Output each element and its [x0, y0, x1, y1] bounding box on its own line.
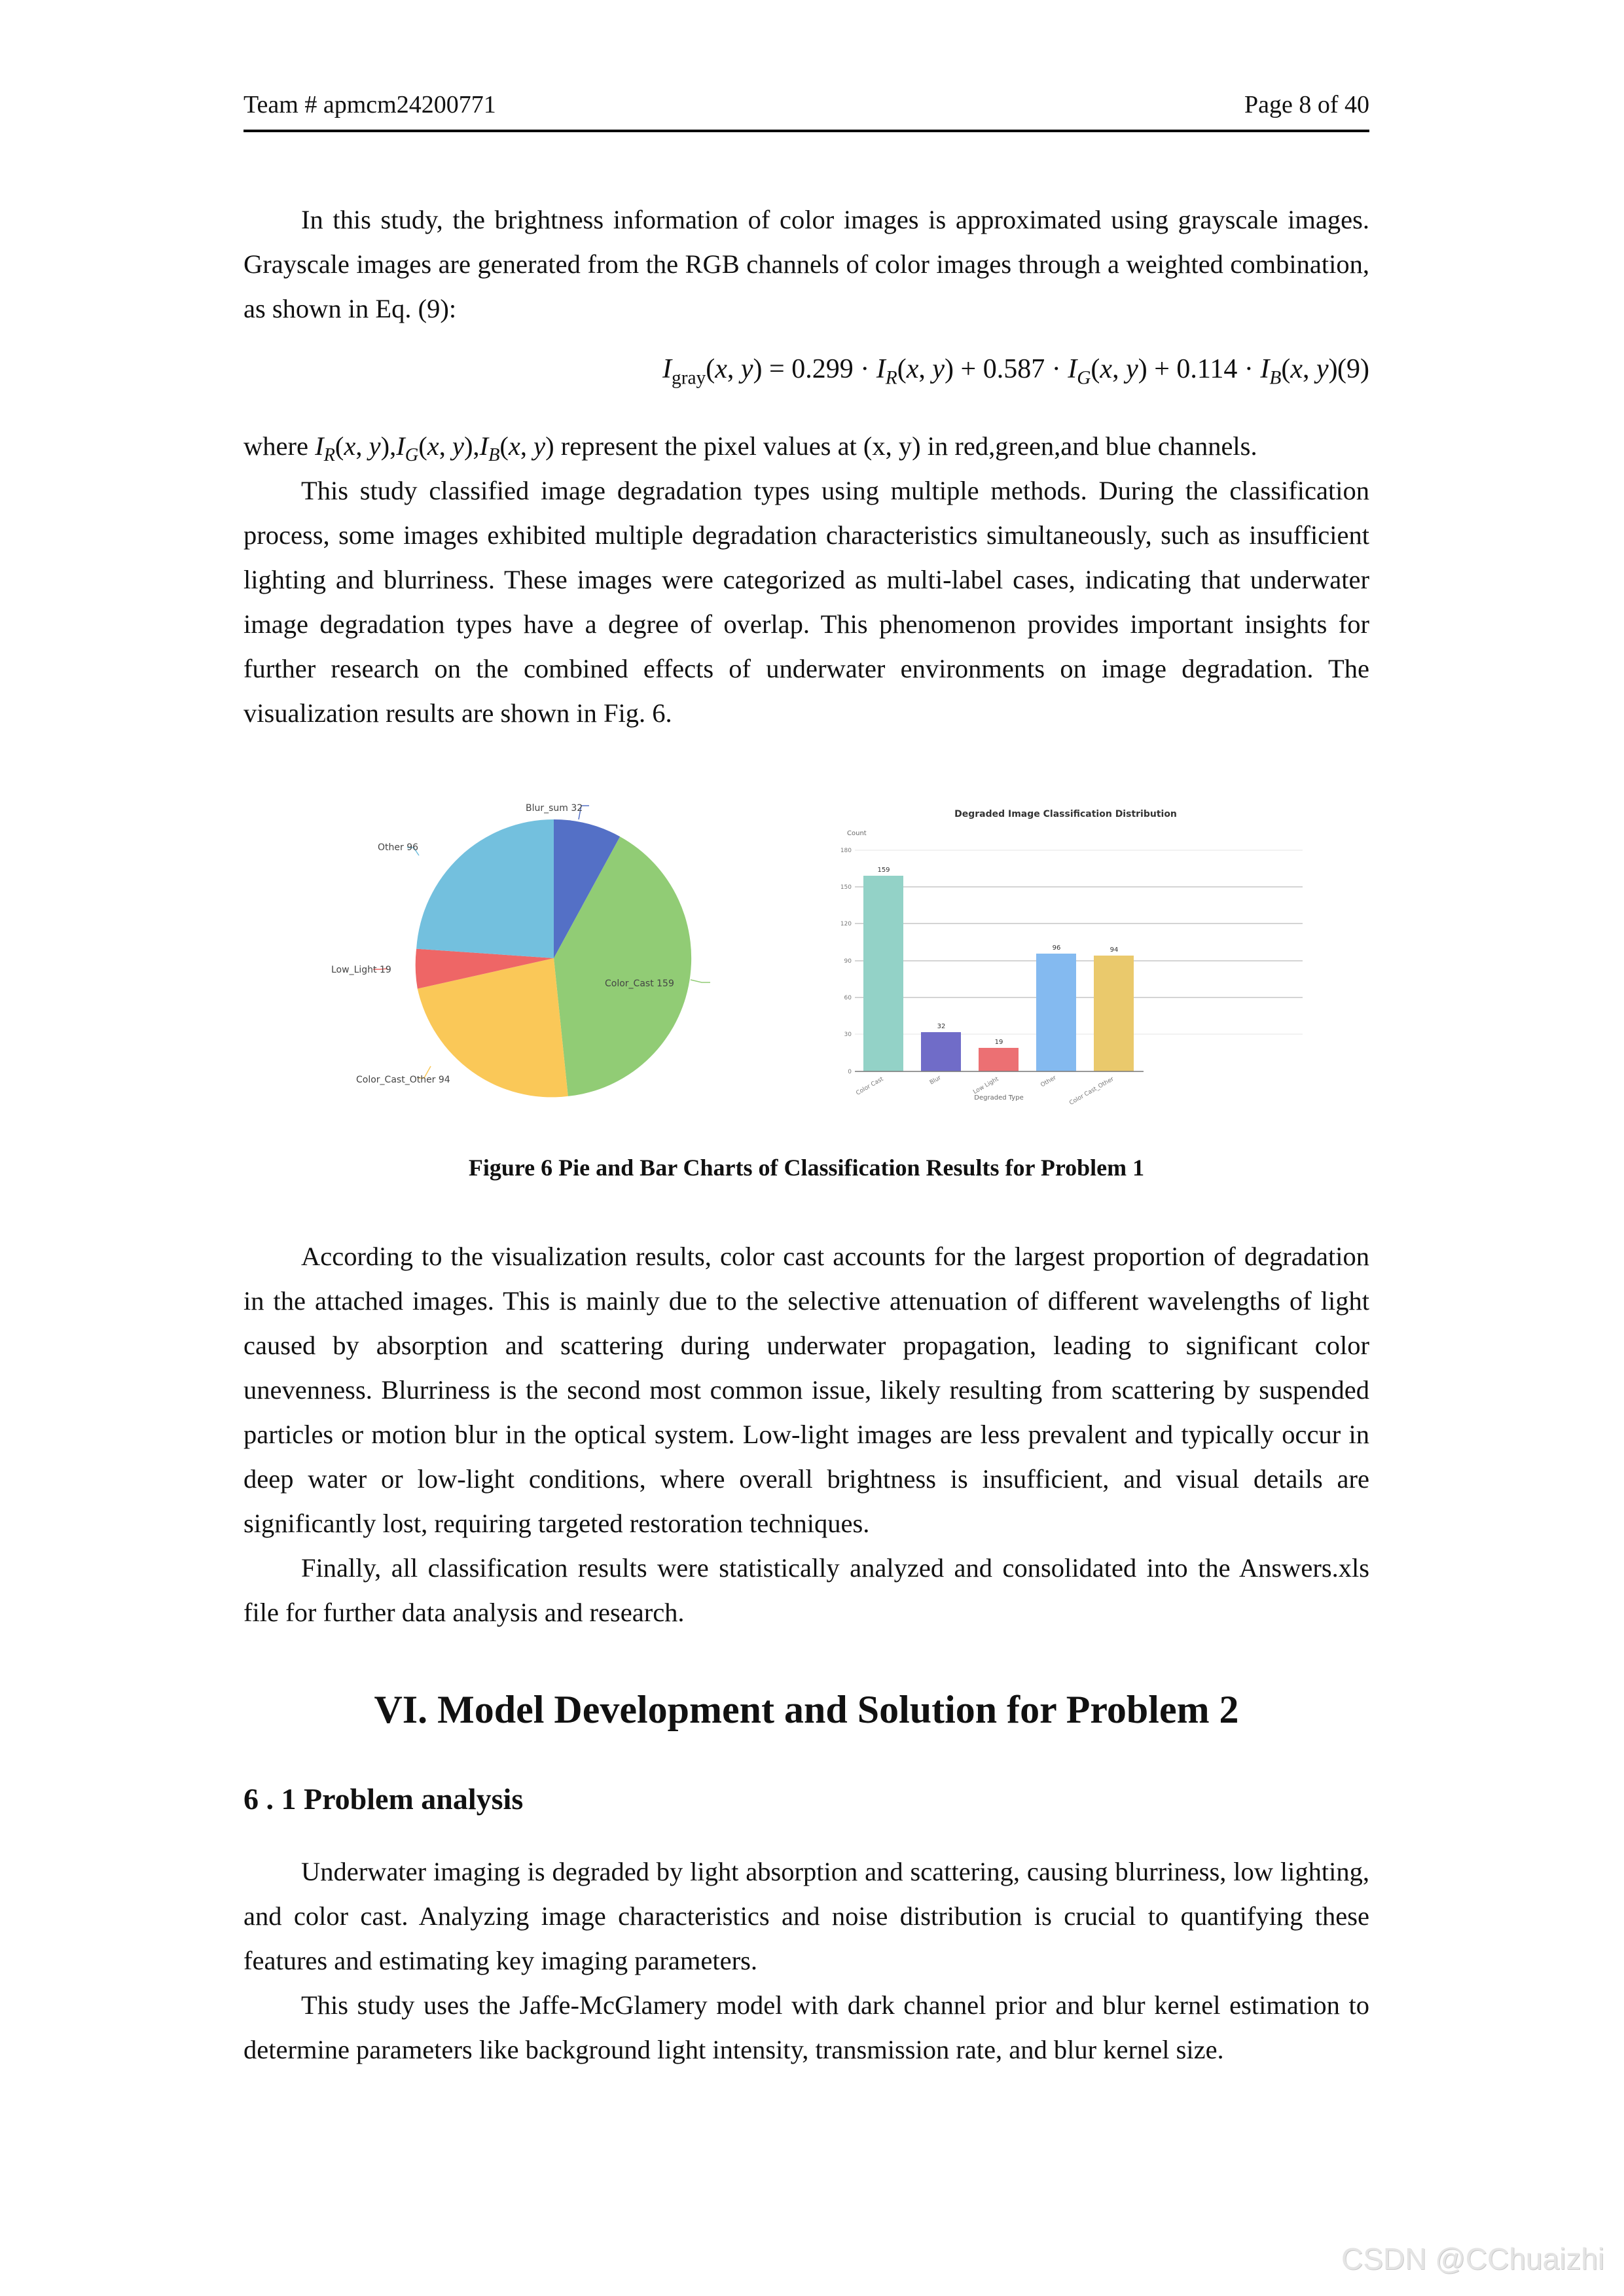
figure-caption: Figure 6 Pie and Bar Charts of Classification Results for Problem 1 [468, 1155, 1145, 1181]
paragraph-text: Underwater imaging is degraded by light absorption and scattering, causing blurriness, low lighting, and color cast. Analyzing image characteristics and noise distribution is crucial to quantifying these features and estimating key imaging parameters. [244, 1857, 1369, 1975]
paragraph-text: represent the pixel values at (x, y) in red,green,and blue channels. [560, 431, 1257, 461]
svg-text:60: 60 [844, 995, 852, 1001]
equation-number: (9) [1337, 354, 1369, 384]
bar-color-cast-other [1094, 956, 1134, 1071]
paragraph-final [244, 1546, 1369, 1635]
svg-text:Other: Other [1039, 1074, 1058, 1089]
watermark: CSDN @CChuaizhi [1341, 2242, 1604, 2276]
bar-low-light [979, 1048, 1019, 1071]
bar-blur [921, 1032, 961, 1071]
bar-value-labels [877, 867, 1118, 1046]
coef-blue: 0.114 [1176, 354, 1238, 384]
page-header [244, 90, 1369, 132]
team-id: Team # apmcm24200771 [244, 91, 496, 118]
coef-red: 0.299 [791, 354, 854, 384]
paragraph-text: In this study, the brightness information of color images is approximated using grayscale images. Grayscale images are generated from the RGB channels of color images through a weighted combination, as shown in Eq. (9): [244, 205, 1369, 323]
svg-text:Color Cast_Other: Color Cast_Other [1068, 1075, 1115, 1107]
equation-body: $I_{gray}(x$, $y) = 0.299 \cdot I_R(x$, $y) + 0.587 \cdot I_G(x$, $y) + 0.114 \cdot I_B(x$, y) [662, 354, 1338, 389]
pie-label-blur: Blur_sum 32 [526, 803, 583, 814]
svg-text:96: 96 [1052, 944, 1061, 952]
pie-chart [314, 792, 785, 1119]
paragraph-model [244, 1983, 1369, 2072]
section-heading: VI. Model Development and Solution for Problem 2 [374, 1688, 1239, 1731]
y-ticks [840, 848, 852, 1075]
svg-text:94: 94 [1110, 946, 1119, 954]
paragraph-classification [244, 469, 1369, 736]
pie-label-other: Other 96 [378, 842, 419, 853]
equation-subscript: gray [672, 367, 706, 389]
pie-label-color-cast: Color_Cast 159 [605, 978, 674, 989]
paragraph-text: This study classified image degradation types using multiple methods. During the classification process, some images exhibited multiple degradation characteristics simultaneously, such as insufficient lighting and blurriness. These images were categorized as multi-label cases, indicating that underwater image degradation types have a degree of overlap. This phenomenon provides important insights for further research on the combined effects of underwater environments on image degradation. The visualization results are shown in Fig. 6. [244, 476, 1369, 728]
coef-green: 0.587 [983, 354, 1045, 384]
paragraph-intro [244, 198, 1369, 331]
svg-text:159: 159 [877, 867, 890, 874]
svg-text:Low Light: Low Light [972, 1075, 1000, 1096]
pie-label-color-cast-other: Color_Cast_Other 94 [356, 1075, 450, 1085]
x-ticks [855, 1075, 1115, 1107]
svg-text:30: 30 [844, 1031, 852, 1038]
svg-text:90: 90 [844, 958, 852, 965]
bar-other [1036, 954, 1076, 1071]
svg-text:Color Cast: Color Cast [855, 1075, 885, 1097]
x-axis-label: Degraded Type [974, 1094, 1024, 1102]
gridlines [855, 850, 1303, 1034]
bar-color-cast [863, 876, 903, 1071]
svg-text:Blur: Blur [928, 1074, 943, 1086]
paragraph-text: Finally, all classification results were statistically analyzed and consolidated into the Answers.xls file for further data analysis and research. [244, 1553, 1369, 1627]
paragraph-where: where $I_R(x$, $y),I_G(x$, $y),I_B(x$, y) represent the pixel values at (x, y) in red,green,and blue channels. [244, 431, 1257, 466]
pie-slice-other [416, 819, 554, 958]
paragraph-problem-analysis [244, 1850, 1369, 1983]
svg-text:180: 180 [840, 848, 852, 854]
page-number: Page 8 of 40 [1244, 91, 1369, 118]
pie-label-low-light: Low_Light 19 [331, 965, 391, 975]
subsection-heading: 6 . 1 Problem analysis [244, 1782, 524, 1816]
svg-text:120: 120 [840, 921, 852, 927]
paragraph-text: According to the visualization results, color cast accounts for the largest proportion of degradation in the attached images. This is mainly due to the selective attenuation of different wavelengths of light caused by absorption and scattering during underwater propagation, leading to significant color unevenness. Blurriness is the second most common issue, likely resulting from scattering by suspended particles or motion blur in the optical system. Low-light images are less prevalent and typically occur in deep water or low-light conditions, where overall brightness is insufficient, and visual details are significantly lost, requiring targeted restoration techniques. [244, 1242, 1369, 1538]
svg-text:19: 19 [994, 1039, 1003, 1046]
svg-text:150: 150 [840, 884, 852, 891]
paragraph-text: This study uses the Jaffe-McGlamery model with dark channel prior and blur kernel estimation to determine parameters like background light intensity, transmission rate, and blur kernel size. [244, 1990, 1369, 2064]
bar-chart-title: Degraded Image Classification Distribution [954, 809, 1177, 819]
equation-9 [244, 353, 1369, 399]
paragraph-analysis [244, 1234, 1369, 1546]
svg-text:0: 0 [848, 1069, 852, 1075]
svg-text:32: 32 [937, 1023, 946, 1030]
bar-chart [818, 792, 1303, 1119]
y-axis-label: Count [847, 830, 867, 837]
